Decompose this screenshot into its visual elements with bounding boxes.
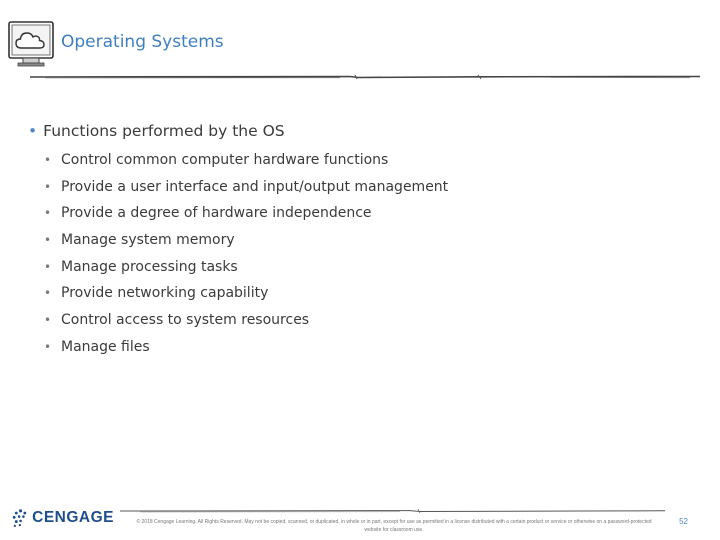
- list-item-text: Manage system memory: [61, 232, 235, 249]
- cengage-logo: [12, 503, 114, 533]
- list-item-text: Provide a degree of hardware independence: [61, 205, 372, 222]
- list-item: [44, 177, 448, 204]
- list-item-text: Manage processing tasks: [61, 258, 238, 275]
- bullet-icon: •: [44, 339, 52, 354]
- list-item: [44, 310, 448, 337]
- list-item: [44, 150, 448, 177]
- bullet-icon: •: [44, 206, 52, 221]
- footer-divider: [120, 506, 665, 516]
- list-item-text: Manage files: [61, 338, 150, 355]
- list-item-text: Provide networking capability: [61, 285, 269, 302]
- copyright-notice: © 2018 Cengage Learning. All Rights Reserved. May not be copied, scanned, or duplicated, in whole or in part, except for use as permitted in a license distributed with a certain product or service or otherwise on a password-protected website for classroom use.: [136, 519, 652, 533]
- page-title: Operating Systems: [61, 32, 224, 52]
- bullet-icon: •: [44, 233, 52, 248]
- main-bullet: [28, 122, 285, 140]
- list-item: [44, 203, 448, 230]
- list-item: [44, 257, 448, 284]
- list-item-text: Control access to system resources: [61, 312, 310, 329]
- list-item: [44, 337, 448, 364]
- bullet-icon: •: [44, 313, 52, 328]
- page-number: 52: [679, 517, 688, 526]
- bullet-icon: •: [44, 153, 52, 167]
- list-item-text: Provide a user interface and input/output management: [61, 178, 449, 195]
- logo-text: CENGAGE: [32, 509, 114, 526]
- list-item: [44, 283, 448, 310]
- title-divider: [30, 70, 700, 84]
- sub-bullet-list: [44, 150, 448, 364]
- bullet-icon: •: [44, 259, 52, 274]
- monitor-cloud-icon: [6, 19, 56, 71]
- list-item: [44, 230, 448, 257]
- list-item-text: Control common computer hardware functions: [61, 152, 389, 168]
- cengage-logo-icon: [12, 505, 29, 531]
- bullet-icon: •: [44, 179, 52, 194]
- bullet-icon: •: [28, 122, 38, 140]
- bullet-icon: •: [44, 286, 52, 301]
- main-bullet-text: Functions performed by the OS: [43, 122, 285, 140]
